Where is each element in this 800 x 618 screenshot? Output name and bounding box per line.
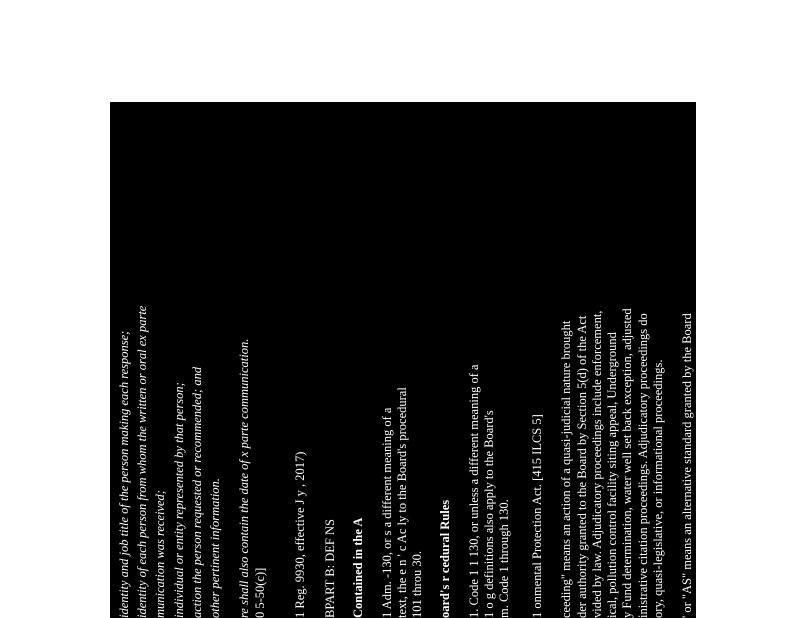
document-text-line: 1 Adm. -130, or s a different meaning of a bbox=[380, 407, 394, 618]
document-text-line: ical, pollution control facility siting appeal, Underground bbox=[605, 332, 619, 618]
document-text-line: 1 Reg. 9930, effective J y , 2017) bbox=[293, 451, 307, 618]
document-text-line: action the person requested or recommended; and bbox=[190, 366, 204, 618]
scanned-document-page bbox=[110, 102, 769, 618]
document-text-line: 101 throu 30. bbox=[410, 550, 424, 618]
document-text-line: 1 onmental Protection Act. [415 ILCS 5] bbox=[530, 414, 544, 618]
document-text-line: text, the e n ' c Ac ly to the Board's procedural bbox=[395, 387, 409, 618]
document-text-line: re shall also contain the date of x parte communication. bbox=[237, 338, 251, 618]
document-text-line: ceeding" means an action of a quasi-judicial nature brought bbox=[559, 320, 573, 618]
document-text-line: vided by law. Adjudicatory proceedings include enforcement, bbox=[590, 310, 604, 618]
document-text-line: Contained in the A bbox=[351, 517, 365, 618]
document-text-line: ation" or "AC" means a citation issued by the Agency or by a bbox=[755, 311, 769, 618]
document-text-line: y Fund determination, water well set back exception, adjusted bbox=[620, 308, 634, 618]
document-text-line: der authority granted to the Board by Section 5(d) of the Act bbox=[575, 315, 589, 618]
document-text-line: identity and job title of the person making each response; bbox=[117, 330, 131, 618]
document-text-line: ' or "AS" means an alternative standard granted by the Board bbox=[680, 313, 694, 618]
document-text-line: 0 5-50(c)] bbox=[253, 567, 267, 618]
document-text-line: 1 o g definitions also apply to the Board's bbox=[482, 410, 496, 618]
document-text-line: other pertinent information. bbox=[208, 478, 222, 618]
document-text-line: individual or entity represented by that person; bbox=[172, 382, 186, 618]
document-text-line: al applicability. bbox=[725, 541, 739, 618]
document-text-line: D. The adjusted standard applies instead of the rule or bbox=[710, 348, 724, 618]
document-text-line: munication was received; bbox=[153, 490, 167, 618]
rotated-text-block bbox=[110, 102, 769, 618]
document-text-line: roceeding under Section 28.1 of the Act and 35 Ill. Adm. bbox=[695, 334, 709, 618]
document-text-line: ory, quasi-legislative, or informational proceedings. bbox=[651, 359, 665, 618]
document-text-line: 1. Code 1 1 130, or unless a different meaning of a bbox=[467, 364, 481, 618]
document-text-line: oard's r cedural Rules bbox=[438, 499, 452, 618]
document-text-line: inistrative citation proceedings. Adjudicatory proceedings do bbox=[636, 313, 650, 618]
document-text-line: identity of each person from whom the written or oral ex parte bbox=[135, 305, 149, 618]
document-text-line: BPART B: DEF NS bbox=[323, 519, 337, 618]
document-text-line: m. Code 1 through 130. bbox=[497, 499, 511, 618]
